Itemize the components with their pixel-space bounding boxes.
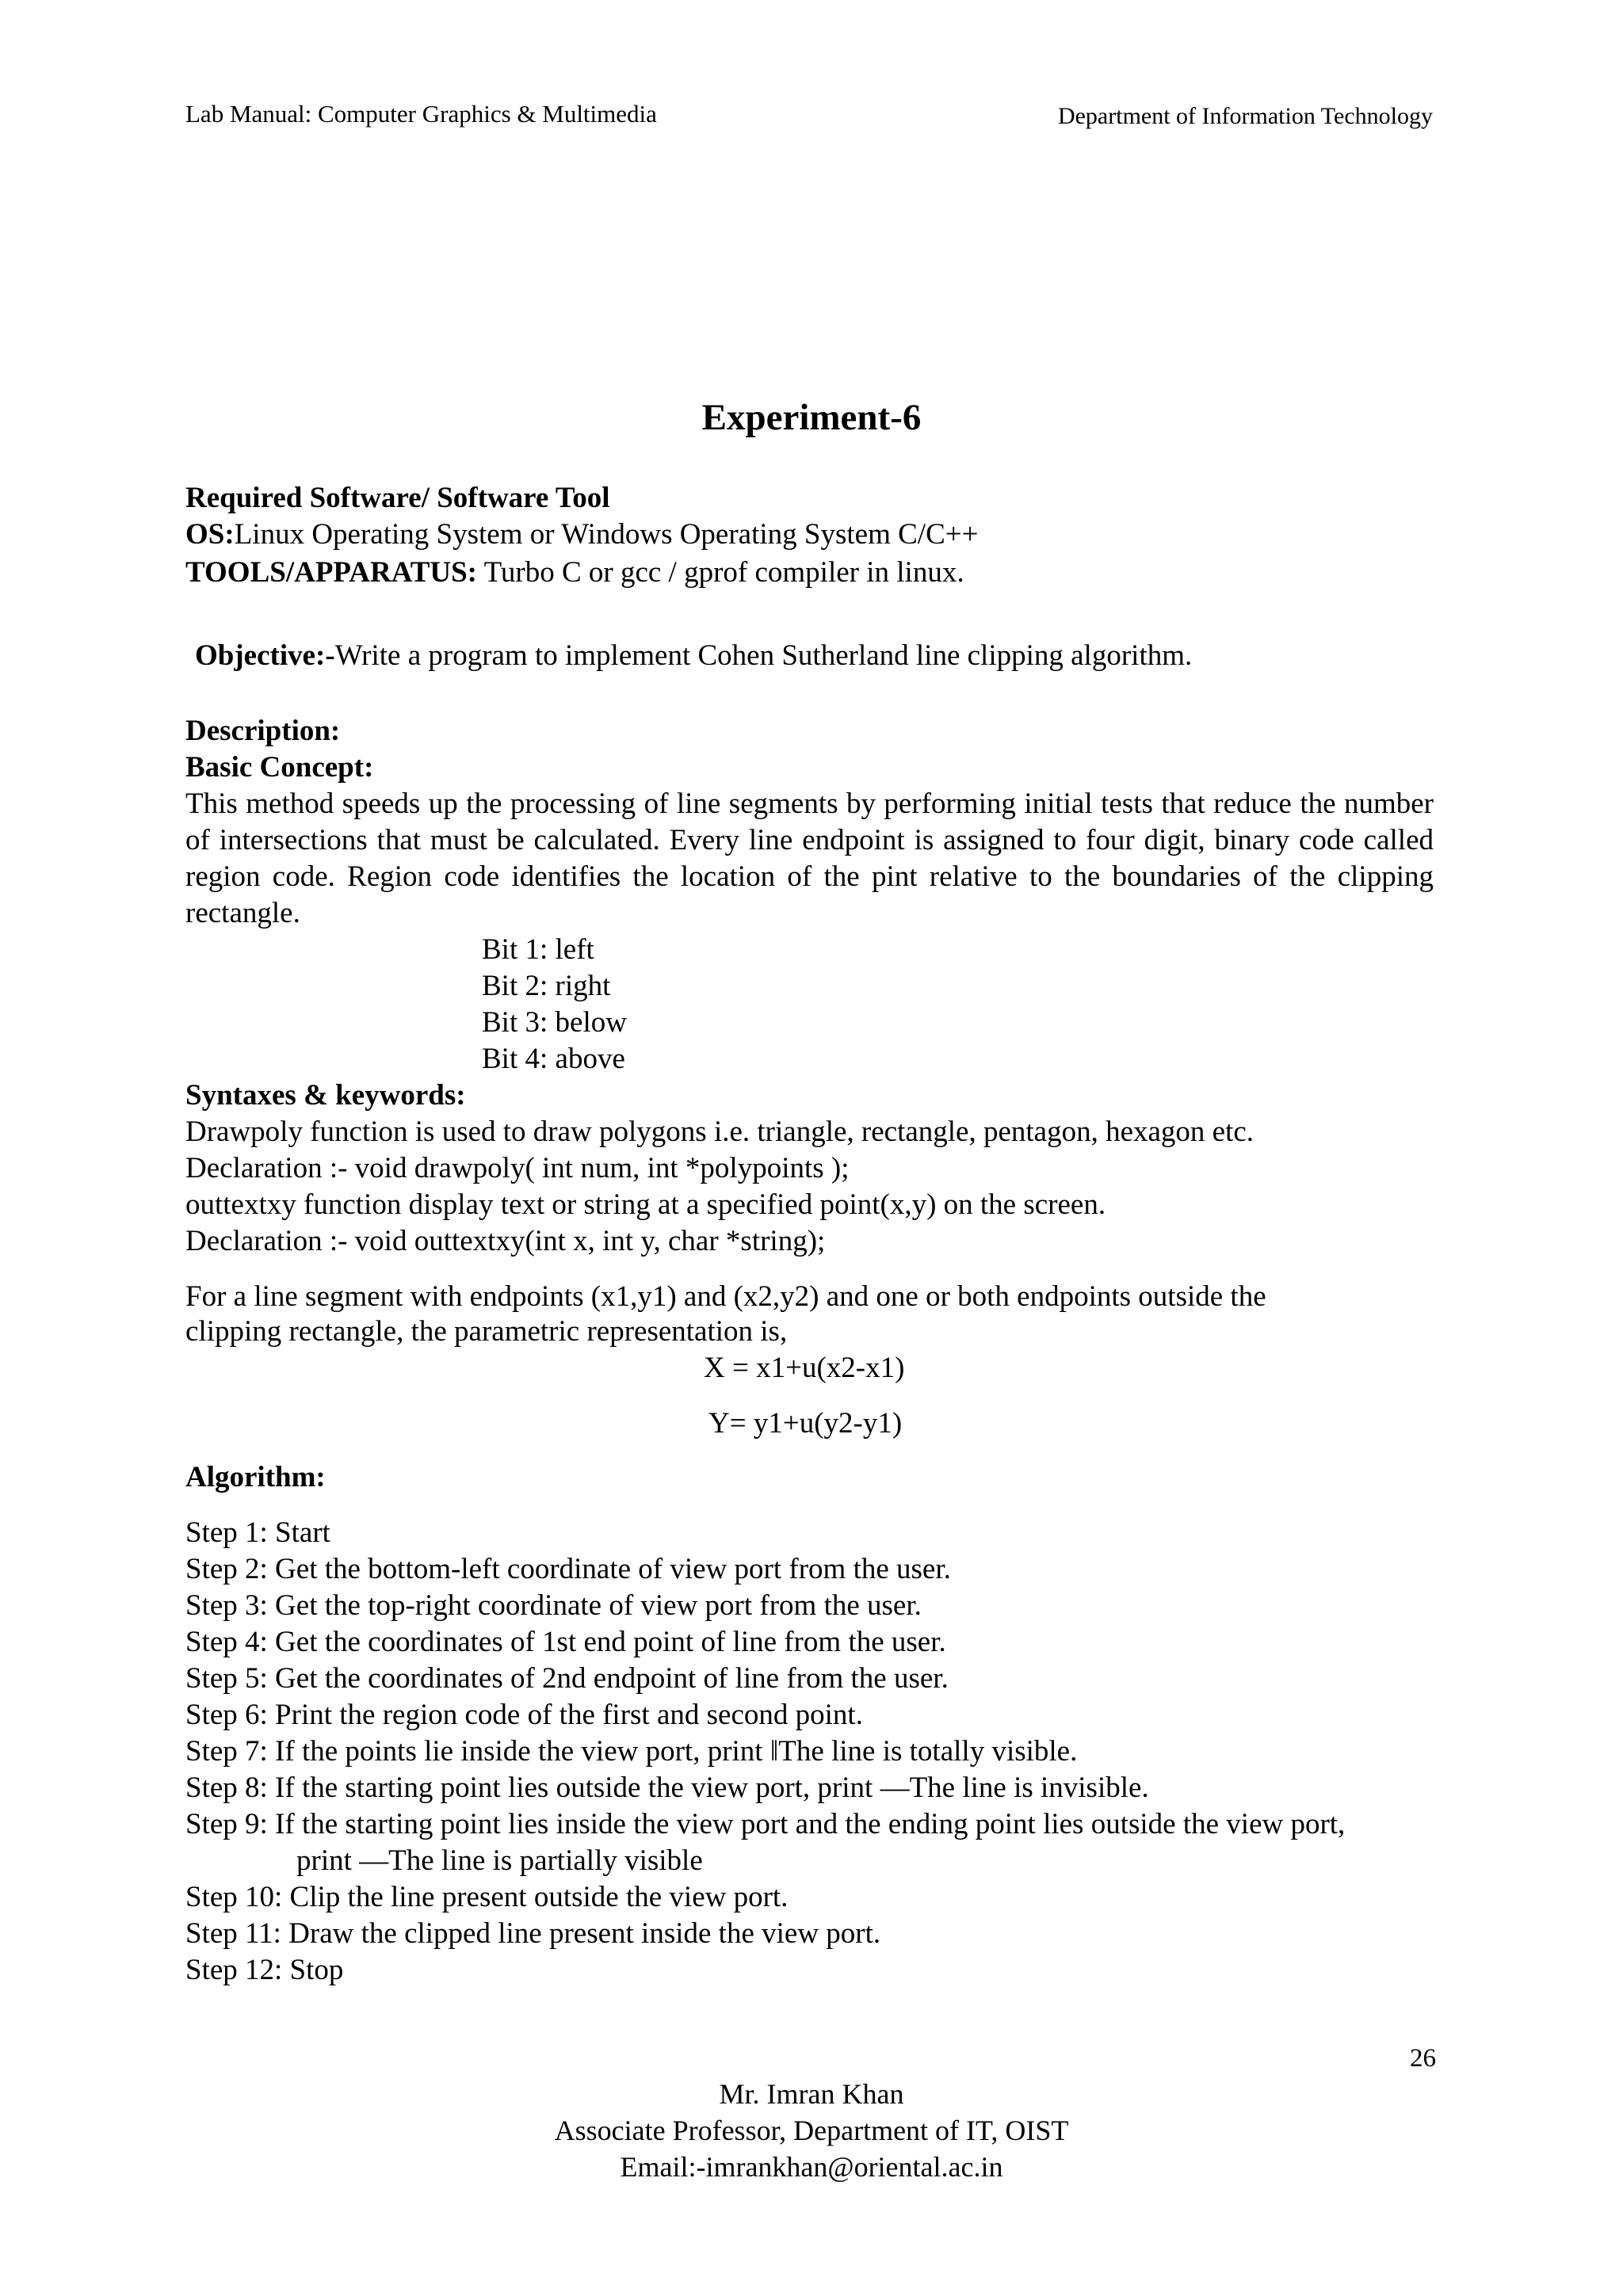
header-right: Department of Information Technology [1057,103,1433,129]
tools-value: Turbo C or gcc / gprof compiler in linux. [477,556,964,589]
os-value: Linux Operating System or Windows Operating System C/C++ [234,518,979,551]
syntax-line-3: outtextxy function display text or string at a specified point(x,y) on the screen. [185,1188,1106,1221]
syntax-line-4: Declaration :- void outtextxy(int x, int y, char *string); [185,1225,826,1257]
objective-text: Write a program to implement Cohen Sutherland line clipping algorithm. [334,639,1193,672]
algorithm-step: Step 4: Get the coordinates of 1st end point of line from the user. [185,1626,946,1658]
tools-line [185,555,964,591]
bit-item-4: Bit 4: above [482,1043,625,1075]
algorithm-heading: Algorithm: [185,1461,326,1493]
os-label: OS: [185,518,235,551]
footer-position: Associate Professor, Department of IT, OIST [554,2115,1069,2146]
parametric-line-2: clipping rectangle, the parametric representation is, [185,1315,788,1348]
algorithm-step: Step 5: Get the coordinates of 2nd endpoint of line from the user. [185,1662,949,1695]
syntax-heading: Syntaxes & keywords: [185,1079,466,1112]
bit-item-1: Bit 1: left [482,933,594,966]
footer-name: Mr. Imran Khan [719,2078,904,2110]
page-title: Experiment-6 [701,397,922,438]
algorithm-step: Step 3: Get the top-right coordinate of view port from the user. [185,1589,922,1622]
page-number: 26 [1410,2044,1436,2073]
algorithm-step: Step 9: If the starting point lies inside the view port and the ending point lies outside the view port, [185,1808,1346,1840]
equation-x: X = x1+u(x2-x1) [704,1352,905,1384]
objective-line [195,638,1192,674]
algorithm-step: Step 8: If the starting point lies outside the view port, print ―The line is invisible. [185,1772,1149,1804]
requirements-heading: Required Software/ Software Tool [185,482,610,514]
description-heading: Description: [185,715,341,747]
basic-concept-heading: Basic Concept: [185,751,374,784]
algorithm-step: Step 6: Print the region code of the first and second point. [185,1699,863,1731]
bit-item-2: Bit 2: right [482,970,611,1002]
algorithm-step: Step 10: Clip the line present outside the view port. [185,1881,789,1913]
algorithm-step: Step 1: Start [185,1516,330,1549]
equation-y: Y= y1+u(y2-y1) [708,1407,903,1440]
algorithm-step-continuation: print ―The line is partially visible [296,1844,703,1877]
syntax-line-2: Declaration :- void drawpoly( int num, int *polypoints ); [185,1152,850,1184]
tools-label: TOOLS/APPARATUS: [185,556,477,589]
footer-email: Email:-imrankhan@oriental.ac.in [620,2151,1003,2183]
header-left: Lab Manual: Computer Graphics & Multimedia [185,100,657,128]
parametric-line-1: For a line segment with endpoints (x1,y1) and (x2,y2) and one or both endpoints outside the [185,1280,1266,1313]
algorithm-step: Step 11: Draw the clipped line present inside the view port. [185,1917,881,1950]
syntax-line-1: Drawpoly function is used to draw polygons i.e. triangle, rectangle, pentagon, hexagon etc. [185,1116,1254,1148]
algorithm-step: Step 7: If the points lie inside the view port, print ‖The line is totally visible. [185,1735,1078,1768]
algorithm-step: Step 2: Get the bottom-left coordinate of view port from the user. [185,1553,951,1585]
objective-label: Objective:- [195,639,335,672]
algorithm-step: Step 12: Stop [185,1954,344,1986]
bit-item-3: Bit 3: below [482,1006,627,1039]
description-paragraph: This method speeds up the processing of line segments by performing initial tests that reduce the number of intersections that must be calculated. Every line endpoint is assigned to four digit, binary code called region code. Region code identifies the location of the pint relative to the boundaries of the clipping rectangle. [185,788,1434,929]
os-line [185,517,979,553]
